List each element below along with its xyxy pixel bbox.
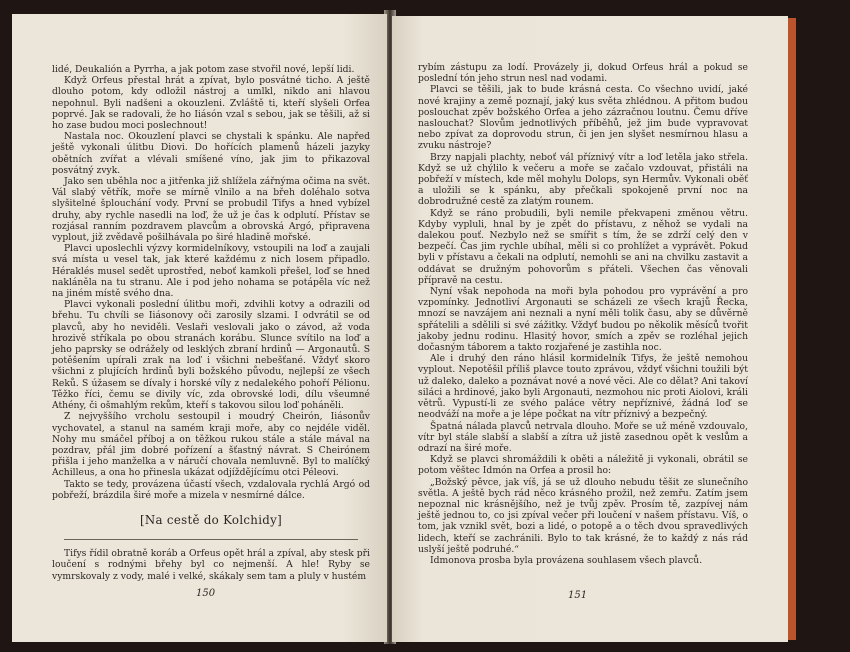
left-paragraph-2: Když Orfeus přestal hrát a zpívat, bylo posvátné ticho. A ještě dlouho potom, kdy odložil nástroj a umlkl, nikdo ani hlavou nepohnul. Byli nadšeni a okouzleni. Zvláště ti, kteří slyšeli Orfea poprvé. Jak se radovali, že ho Iiásón vzal s sebou, jak se těšili, až si ho zase budou moci poslechnout! [52, 75, 370, 132]
left-paragraph-3: Nastala noc. Okouzlení plavci se chystali k spánku. Ale napřed ještě vykonali úlitbu Diovi. Do hořících plamenů házeli jazyky obětních zvířat a vlévali smíšené víno, jak jim to přikazoval posvátný zvyk. [52, 131, 370, 176]
heading-rule [64, 539, 358, 540]
right-paragraph-7: Špatná nálada plavců netrvala dlouho. Moře se už méně vzdouvalo, vítr byl stále slabší a slabší a zítra už jistě zasednou opět k veslům a odrazí na širé moře. [418, 420, 748, 454]
left-paragraph-1: lidé, Deukalión a Pyrrha, a jak potom zase stvořil nové, lepší lidi. [52, 64, 355, 75]
right-paragraph-1: rybím zástupu za lodí. Provázely ji, dokud Orfeus hrál a pokud se poslední tón jeho strun nesl nad vodami. [418, 62, 748, 85]
left-paragraph-6: Plavci vykonali poslední úlitbu moři, zdvihli kotvy a odrazili od břehu. Tu chvíli se Iiásonovy oči zarosily slzami. I odvrátil se od plavců, aby ho neviděli. Veslaři veslovali jako o závod, až voda hrozivě stříkala po obou stranách korábu. Slunce svítilo na loď a jeho paprsky se odrážely od lesklých zbraní hrdinů — Argonautů. S potěšením upírali zrak na loď i všichni nebešťané. Vždyť skoro všichni z plujících hrdinů byli božského původu, nejlepší ze všech Reků. S úžasem se dívaly i horské víly z nedalekého pohoří Pélionu. Těžko říci, čemu se divily víc, zda obrovské lodi, dílu všeumné Athény, či ošmahlým rekům, kteří s takovou silou loď poháněli. [52, 299, 370, 412]
left-paragraph-4: Jako sen uběhla noc a jitřenka již shlížela zářnýma očima na svět. Vál slabý větřík, moře se mírně vlnilo a na břeh doléhalo sotva slyšitelné šplouchání vody. První se probudil Tifys a hned vybízel druhy, aby rychle nasedli na loď, že už je čas k odplutí. Přístav se rozjásal ranním pozdravem plavcům a obrovská Argó, připravena vyplout, již zvědavě pošilhávala po širé hladině mořské. [52, 176, 370, 244]
right-paragraph-3: Brzy napjali plachty, neboť vál příznivý vítr a loď letěla jako střela. Když se už chýlilo k večeru a moře se začalo vzdouvat, přistáli na pobřeží v místech, kde měl mohylu Dolops, syn Hermův. Vykonali oběť a uložili se k spánku, aby přečkali spokojeně první noc na dobrodružné cestě za zlatým rounem. [418, 151, 748, 208]
left-paragraph-8: Takto se tedy, provázena účastí všech, vzdalovala rychlá Argó od pobřeží, brázdila širé moře a mizela v nesmírné dálce. [52, 478, 370, 501]
left-paragraph-after-heading: Tifys řídil obratně koráb a Orfeus opět hrál a zpíval, aby stesk při loučení s rodnými břehy byl co nejmenší. A hle! Ryby se vymrskovaly z vody, malé i velké, skákaly sem tam a pluly v hustém [52, 548, 370, 582]
right-paragraph-2: Plavci se těšili, jak to bude krásná cesta. Co všechno uvidí, jaké nové krajiny a země poznají, jaký kus světa zhlédnou. A přitom budou poslouchat zpěv božského Orfea a jeho zázračnou loutnu. Čemu dříve naslouchat? Slovům jednotlivých příběhů, jež jim bude vypravovat nebo zpívat za doprovodu strun, či jen jen slyšet nesmírnou hlasu a zvuku nástroje? [418, 84, 748, 152]
book-fore-edge [788, 18, 796, 640]
right-paragraph-8: Když se plavci shromáždili k oběti a náležitě ji vykonali, obrátil se potom věštec Idmón na Orfea a prosil ho: [418, 454, 748, 477]
left-page [12, 14, 387, 642]
left-paragraph-5: Plavci uposlechli výzvy kormidelníkovy, vstoupili na loď a zaujali svá místa u vesel tak, jak které každému z nich losem připadlo. Héraklés musel sedět uprostřed, neboť kamkoli přešel, loď se hned nakláněla na tu stranu. Ale i pod jeho nohama se potápěla víc než na jiném místě svého dna. [52, 243, 370, 300]
right-page-number: 151 [568, 590, 588, 601]
chapter-heading [52, 512, 370, 527]
chapter-heading-text: [Na cestě do Kolchidy] [140, 512, 282, 527]
right-paragraph-6: Ale i druhý den ráno hlásil kormidelník Tifys, že ještě nemohou vyplout. Nepotěšil příliš plavce touto zprávou, vždyť všichni toužili být už daleko, daleko a poznávat nové a nové věci. Ale co dělat? Ani takoví siláci a hrdinové, jako byli Argonauti, nezmohou nic proti Aiolovi, králi větrů. Vypustí-li ze svého paláce větry nepříznivé, žádná loď se neodváží na moře a je lépe počkat na vítr příznivý a bezpečný. [418, 353, 748, 421]
right-paragraph-9: „Božský pěvce, jak víš, já se už dlouho nebudu těšit ze slunečního světla. A ještě bych rád něco krásného prožil, než zemřu. Zatím jsem nepoznal nic krásnějšího, než je tvůj zpěv. Prosím tě, zazpívej nám ještě jednou to, co jsi zpíval večer při loučení v našem přístavu. Víš, o tom, jak vznikl svět, bozi a lidé, o potopě a o těch dvou spravedlivých lidech, kteří se zachránili. Bylo to tak krásné, že to každý z nás rád uslyší ještě podruhé.“ [418, 476, 748, 555]
right-paragraph-5: Nyní však nepohoda na moři byla pohodou pro vyprávění a pro vzpomínky. Jednotliví Argonauti se scházeli ze všech krajů Řecka, mnozí se navzájem ani neznali a nyní měli tolik času, aby se důvěrně spřátelili a sdělili si své zážitky. Vždyť budou po několik měsíců tvořit jakoby jednu rodinu. Hlasitý hovor, smích a zpěv se rozléhal jejich dočasným táborem a takto rozjařené je zastihla noc. [418, 286, 748, 354]
right-paragraph-10: Idmonova prosba byla provázena souhlasem všech plavců. [430, 554, 703, 566]
left-page-text [52, 64, 370, 582]
right-page [392, 16, 788, 642]
right-paragraph-4: Když se ráno probudili, byli nemile překvapeni změnou větru. Kdyby vypluli, hnal by je zpět do přístavu, z něhož se vydali na dalekou pouť. Nezbylo než se smířit s tím, že se zdrží celý den v bezpečí. Čas jim rychle ubíhal, měli si co prohlížet a vyprávět. Pokud byli v přístavu a čekali na odplutí, nemohli se ani na chvilku zastavit a oddávat se družným pohovorům s přáteli. Všechen čas věnovali přípravě na cestu. [418, 207, 748, 286]
right-page-text [418, 62, 748, 566]
left-paragraph-7: Z nejvyššího vrcholu sestoupil i moudrý Cheirón, Iiásonův vychovatel, a stanul na samém kraji moře, aby co nejdéle viděl. Nohy mu smáčel příboj a on těžkou rukou stále a stále mával na pozdrav, přál jim dobré pořízení a šťastný návrat. S Cheirónem přišla i jeho manželka a v náručí chovala nemluvně. Byl to malíčký Achilleus, a ona ho přinesla ukázat odjíždějícímu otci Péleovi. [52, 411, 370, 479]
left-page-number: 150 [196, 588, 216, 599]
